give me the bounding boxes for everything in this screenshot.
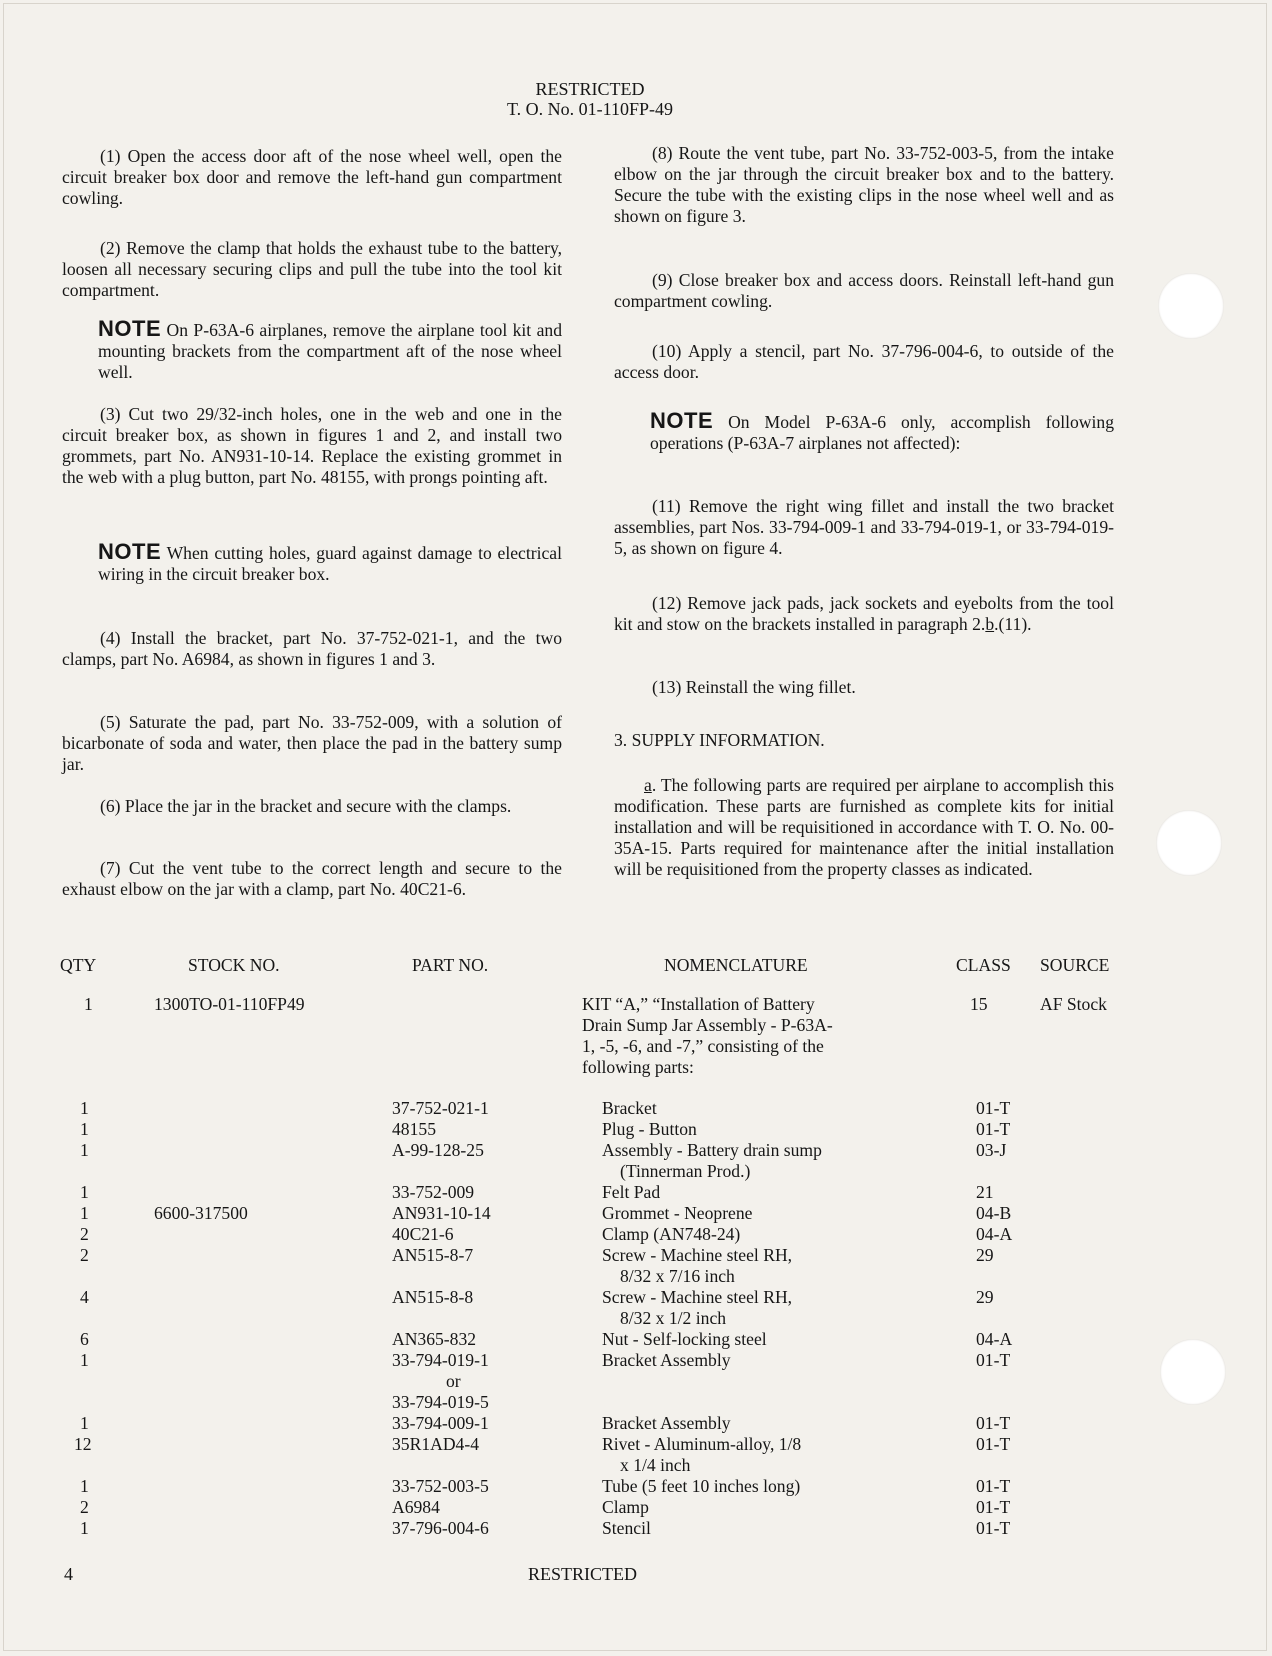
part-no-line: AN515-8-7	[392, 1245, 474, 1265]
class-cell: 04-B	[976, 1203, 1012, 1223]
stock-no-cell	[154, 1497, 392, 1518]
part-no-cell	[392, 1098, 582, 1119]
qty-cell: 4	[80, 1287, 89, 1307]
part-no-cell	[392, 1476, 582, 1497]
step-1: (1) Open the access door aft of the nose wheel well, open the circuit breaker box door and remove the left-hand gun compartment cowling.	[62, 146, 562, 208]
table-row	[58, 1350, 1118, 1413]
nomenclature-cell	[582, 1098, 950, 1119]
table-row	[58, 1224, 1118, 1245]
stock-no-cell	[154, 1224, 392, 1245]
class-cell: 01-T	[976, 1497, 1011, 1517]
qty-cell: 2	[80, 1497, 89, 1517]
qty-cell: 6	[80, 1329, 89, 1349]
nomenclature-line: Bracket	[602, 1098, 657, 1118]
source-cell	[1040, 1224, 1118, 1245]
nomenclature-line: Tube (5 feet 10 inches long)	[602, 1476, 801, 1496]
step-2: (2) Remove the clamp that holds the exhaust tube to the battery, loosen all necessary securing clips and pull the tube into the tool kit compartment.	[62, 238, 562, 300]
source-cell	[1040, 1119, 1118, 1140]
part-no-cell	[392, 1287, 582, 1329]
parts-rows	[58, 1098, 1118, 1539]
part-no-line: A-99-128-25	[392, 1140, 484, 1160]
part-no-line: AN515-8-8	[392, 1287, 474, 1307]
part-no-line: 40C21-6	[392, 1224, 454, 1244]
step-8: (8) Route the vent tube, part No. 33-752-003-5, from the intake elbow on the jar through the circuit breaker box and to the battery. Secure the tube with the existing clips in the nose wheel well and as shown on figure 3.	[614, 143, 1114, 226]
step-3: (3) Cut two 29/32-inch holes, one in the web and one in the circuit breaker box, as shown in figures 1 and 2, and install two grommets, part No. AN931-10-14. Replace the existing grommet in the web with a plug button, part No. 48155, with prongs pointing aft.	[62, 404, 562, 487]
section-3-heading: 3. SUPPLY INFORMATION.	[614, 730, 825, 750]
source-cell	[1040, 1497, 1118, 1518]
table-row	[58, 1287, 1118, 1329]
nomenclature-detail: (Tinnerman Prod.)	[620, 1161, 751, 1181]
table-row	[58, 1140, 1118, 1182]
note-label: NOTE	[98, 316, 162, 341]
nomenclature-cell	[582, 1245, 950, 1287]
nomenclature-line: Screw - Machine steel RH,	[602, 1245, 793, 1265]
stock-no-cell	[154, 1434, 392, 1476]
class-cell: 01-T	[976, 1413, 1011, 1433]
nomenclature-line: Screw - Machine steel RH,	[602, 1287, 793, 1307]
nomenclature-detail: 8/32 x 7/16 inch	[620, 1266, 735, 1286]
nomenclature-line: Assembly - Battery drain sump	[602, 1140, 822, 1160]
source-cell	[1040, 1182, 1118, 1203]
class-cell: 03-J	[976, 1140, 1007, 1160]
nomenclature-cell	[582, 1476, 950, 1497]
nomenclature-line: Clamp (AN748-24)	[602, 1224, 741, 1244]
stock-no-cell	[154, 1140, 392, 1182]
class-cell: 01-T	[976, 1518, 1011, 1538]
nomenclature-cell	[582, 1497, 950, 1518]
nomenclature-line: Rivet - Aluminum-alloy, 1/8	[602, 1434, 802, 1454]
qty-cell: 1	[80, 1518, 89, 1538]
stock-no-cell	[154, 1350, 392, 1413]
class-cell: 01-T	[976, 1434, 1011, 1454]
class-cell: 21	[976, 1182, 994, 1202]
kit-nomenclature-line: KIT “A,” “Installation of Battery	[582, 994, 815, 1014]
source-header: SOURCE	[1040, 955, 1110, 975]
stock-no-cell	[154, 1476, 392, 1497]
kit-nomenclature-line: Drain Sump Jar Assembly - P-63A-	[582, 1015, 833, 1035]
qty-cell: 1	[80, 1098, 89, 1118]
note-1-text: On P-63A-6 airplanes, remove the airplane tool kit and mounting brackets from the compartment aft of the nose wheel well.	[98, 320, 562, 382]
kit-qty: 1	[84, 994, 93, 1014]
stock-no-cell: 6600-317500	[154, 1203, 248, 1223]
table-row	[58, 1434, 1118, 1476]
source-cell	[1040, 1287, 1118, 1329]
table-row	[58, 1182, 1118, 1203]
note-label: NOTE	[98, 539, 162, 564]
kit-nomenclature-line: 1, -5, -6, and -7,” consisting of the	[582, 1036, 824, 1056]
nomenclature-cell	[582, 1224, 950, 1245]
part-no-line: 37-796-004-6	[392, 1518, 489, 1538]
class-cell: 01-T	[976, 1350, 1011, 1370]
restricted-header: RESTRICTED	[535, 79, 645, 99]
part-header: PART NO.	[412, 955, 489, 975]
part-no-line: 35R1AD4-4	[392, 1434, 479, 1454]
table-row	[58, 1203, 1118, 1224]
qty-cell: 2	[80, 1245, 89, 1265]
stock-no-cell	[154, 1098, 392, 1119]
step-12	[614, 593, 1114, 635]
note-2-text: When cutting holes, guard against damage to electrical wiring in the circuit breaker box.	[98, 543, 562, 584]
source-cell	[1040, 1203, 1118, 1224]
source-cell	[1040, 1140, 1118, 1182]
step-7: (7) Cut the vent tube to the correct length and secure to the exhaust elbow on the jar with a clamp, part No. 40C21-6.	[62, 858, 562, 899]
nomenclature-cell	[582, 1413, 950, 1434]
stock-no-cell	[154, 1518, 392, 1539]
part-no-line: 37-752-021-1	[392, 1098, 489, 1118]
part-no-line: 33-794-019-5	[392, 1392, 489, 1412]
part-no-line: 33-752-003-5	[392, 1476, 489, 1496]
part-no-cell	[392, 1224, 582, 1245]
qty-cell: 1	[80, 1350, 89, 1370]
part-no-cell	[392, 1329, 582, 1350]
part-no-cell	[392, 1497, 582, 1518]
nomenclature-cell	[582, 1350, 950, 1413]
part-no-cell	[392, 1182, 582, 1203]
binder-hole-top	[1158, 273, 1224, 339]
paragraph-ref: b	[985, 614, 995, 634]
qty-cell: 1	[80, 1413, 89, 1433]
nomenclature-cell	[582, 1518, 950, 1539]
part-no-alternate: or	[446, 1371, 461, 1391]
nomenclature-line: Plug - Button	[602, 1119, 697, 1139]
class-cell: 01-T	[976, 1119, 1011, 1139]
part-no-cell	[392, 1119, 582, 1140]
class-cell: 29	[976, 1245, 994, 1265]
note-3-text: On Model P-63A-6 only, accomplish following operations (P-63A-7 airplanes not affected):	[650, 412, 1114, 453]
nomenclature-detail: x 1/4 inch	[620, 1455, 691, 1475]
kit-source: AF Stock	[1040, 994, 1107, 1014]
step-9: (9) Close breaker box and access doors. Reinstall left-hand gun compartment cowling.	[614, 270, 1114, 311]
part-no-cell	[392, 1140, 582, 1182]
parts-table	[58, 955, 1118, 1539]
nomenclature-header: NOMENCLATURE	[664, 955, 808, 975]
source-cell	[1040, 1350, 1118, 1413]
step-11: (11) Remove the right wing fillet and install the two bracket assemblies, part Nos. 33-794-009-1 and 33-794-019-1, or 33-794-019-5, as shown on figure 4.	[614, 496, 1114, 558]
table-row	[58, 1098, 1118, 1119]
nomenclature-line: Felt Pad	[602, 1182, 661, 1202]
part-no-cell	[392, 1518, 582, 1539]
stock-no-cell	[154, 1287, 392, 1329]
kit-nomenclature-line: following parts:	[582, 1057, 694, 1077]
nomenclature-cell	[582, 1203, 950, 1224]
page-number: 4	[64, 1564, 73, 1584]
qty-cell: 1	[80, 1119, 89, 1139]
part-no-line: AN931-10-14	[392, 1203, 491, 1223]
note-3	[650, 410, 1114, 454]
step-12-suffix: .(11).	[994, 614, 1032, 634]
binder-hole-bottom	[1160, 1339, 1226, 1405]
nomenclature-cell	[582, 1329, 950, 1350]
part-no-cell	[392, 1245, 582, 1287]
nomenclature-line: Nut - Self-locking steel	[602, 1329, 767, 1349]
class-cell: 29	[976, 1287, 994, 1307]
part-no-line: 33-752-009	[392, 1182, 475, 1202]
nomenclature-cell	[582, 1434, 950, 1476]
part-no-line: A6984	[392, 1497, 440, 1517]
note-label: NOTE	[650, 408, 714, 433]
source-cell	[1040, 1476, 1118, 1497]
nomenclature-line: Clamp	[602, 1497, 649, 1517]
class-cell: 04-A	[976, 1329, 1013, 1349]
nomenclature-cell	[582, 1140, 950, 1182]
note-1	[98, 318, 562, 383]
qty-header: QTY	[60, 955, 97, 975]
supply-text: . The following parts are required per airplane to accomplish this modification. These parts are furnished as complete kits for initial installation and will be requisitioned in accordance with T. O. No. 00-35A-15. Parts required for maintenance after the initial installation will be requisitioned from the property classes as indicated.	[614, 775, 1114, 879]
qty-cell: 1	[80, 1203, 89, 1223]
qty-cell: 1	[80, 1182, 89, 1202]
part-no-line: AN365-832	[392, 1329, 477, 1349]
class-cell: 01-T	[976, 1098, 1011, 1118]
source-cell	[1040, 1413, 1118, 1434]
to-number-header: T. O. No. 01-110FP-49	[507, 99, 673, 119]
kit-row	[58, 994, 1118, 1098]
table-row	[58, 1119, 1118, 1140]
nomenclature-cell	[582, 1287, 950, 1329]
class-cell: 01-T	[976, 1476, 1011, 1496]
class-header: CLASS	[956, 955, 1011, 975]
source-cell	[1040, 1434, 1118, 1476]
kit-stock-no: 1300TO-01-110FP49	[154, 994, 305, 1014]
table-row	[58, 1245, 1118, 1287]
nomenclature-cell	[582, 1182, 950, 1203]
source-cell	[1040, 1329, 1118, 1350]
table-row	[58, 1518, 1118, 1539]
step-10: (10) Apply a stencil, part No. 37-796-004-6, to outside of the access door.	[614, 341, 1114, 382]
qty-cell: 12	[74, 1434, 92, 1454]
binder-hole-middle	[1156, 810, 1222, 876]
part-no-cell	[392, 1413, 582, 1434]
part-no-cell	[392, 1434, 582, 1476]
stock-no-cell	[154, 1182, 392, 1203]
table-row	[58, 1413, 1118, 1434]
part-no-cell	[392, 1350, 582, 1413]
table-header-row	[58, 955, 1118, 994]
source-cell	[1040, 1245, 1118, 1287]
source-cell	[1040, 1098, 1118, 1119]
step-6: (6) Place the jar in the bracket and secure with the clamps.	[100, 796, 512, 816]
class-cell: 04-A	[976, 1224, 1013, 1244]
step-4: (4) Install the bracket, part No. 37-752-021-1, and the two clamps, part No. A6984, as shown in figures 1 and 3.	[62, 628, 562, 669]
stock-header: STOCK NO.	[188, 955, 280, 975]
stock-no-cell	[154, 1329, 392, 1350]
nomenclature-line: Bracket Assembly	[602, 1350, 731, 1370]
stock-no-cell	[154, 1119, 392, 1140]
qty-cell: 1	[80, 1140, 89, 1160]
stock-no-cell	[154, 1245, 392, 1287]
table-row	[58, 1476, 1118, 1497]
source-cell	[1040, 1518, 1118, 1539]
table-row	[58, 1497, 1118, 1518]
note-2	[98, 541, 562, 585]
kit-class: 15	[970, 994, 988, 1014]
nomenclature-line: Stencil	[602, 1518, 651, 1538]
qty-cell: 2	[80, 1224, 89, 1244]
step-13: (13) Reinstall the wing fillet.	[652, 677, 856, 697]
part-no-cell	[392, 1203, 582, 1224]
supply-paragraph	[614, 775, 1114, 880]
part-no-line: 33-794-019-1	[392, 1350, 489, 1370]
nomenclature-cell	[582, 1119, 950, 1140]
nomenclature-line: Grommet - Neoprene	[602, 1203, 753, 1223]
qty-cell: 1	[80, 1476, 89, 1496]
restricted-footer: RESTRICTED	[528, 1564, 638, 1584]
stock-no-cell	[154, 1413, 392, 1434]
nomenclature-detail: 8/32 x 1/2 inch	[620, 1308, 727, 1328]
nomenclature-line: Bracket Assembly	[602, 1413, 731, 1433]
table-row	[58, 1329, 1118, 1350]
supply-label: a	[644, 775, 652, 795]
part-no-line: 48155	[392, 1119, 436, 1139]
part-no-line: 33-794-009-1	[392, 1413, 489, 1433]
step-5: (5) Saturate the pad, part No. 33-752-009, with a solution of bicarbonate of soda and water, then place the pad in the battery sump jar.	[62, 712, 562, 774]
step-12-text: (12) Remove jack pads, jack sockets and eyebolts from the tool kit and stow on the brackets installed in paragraph 2.	[614, 593, 1114, 634]
